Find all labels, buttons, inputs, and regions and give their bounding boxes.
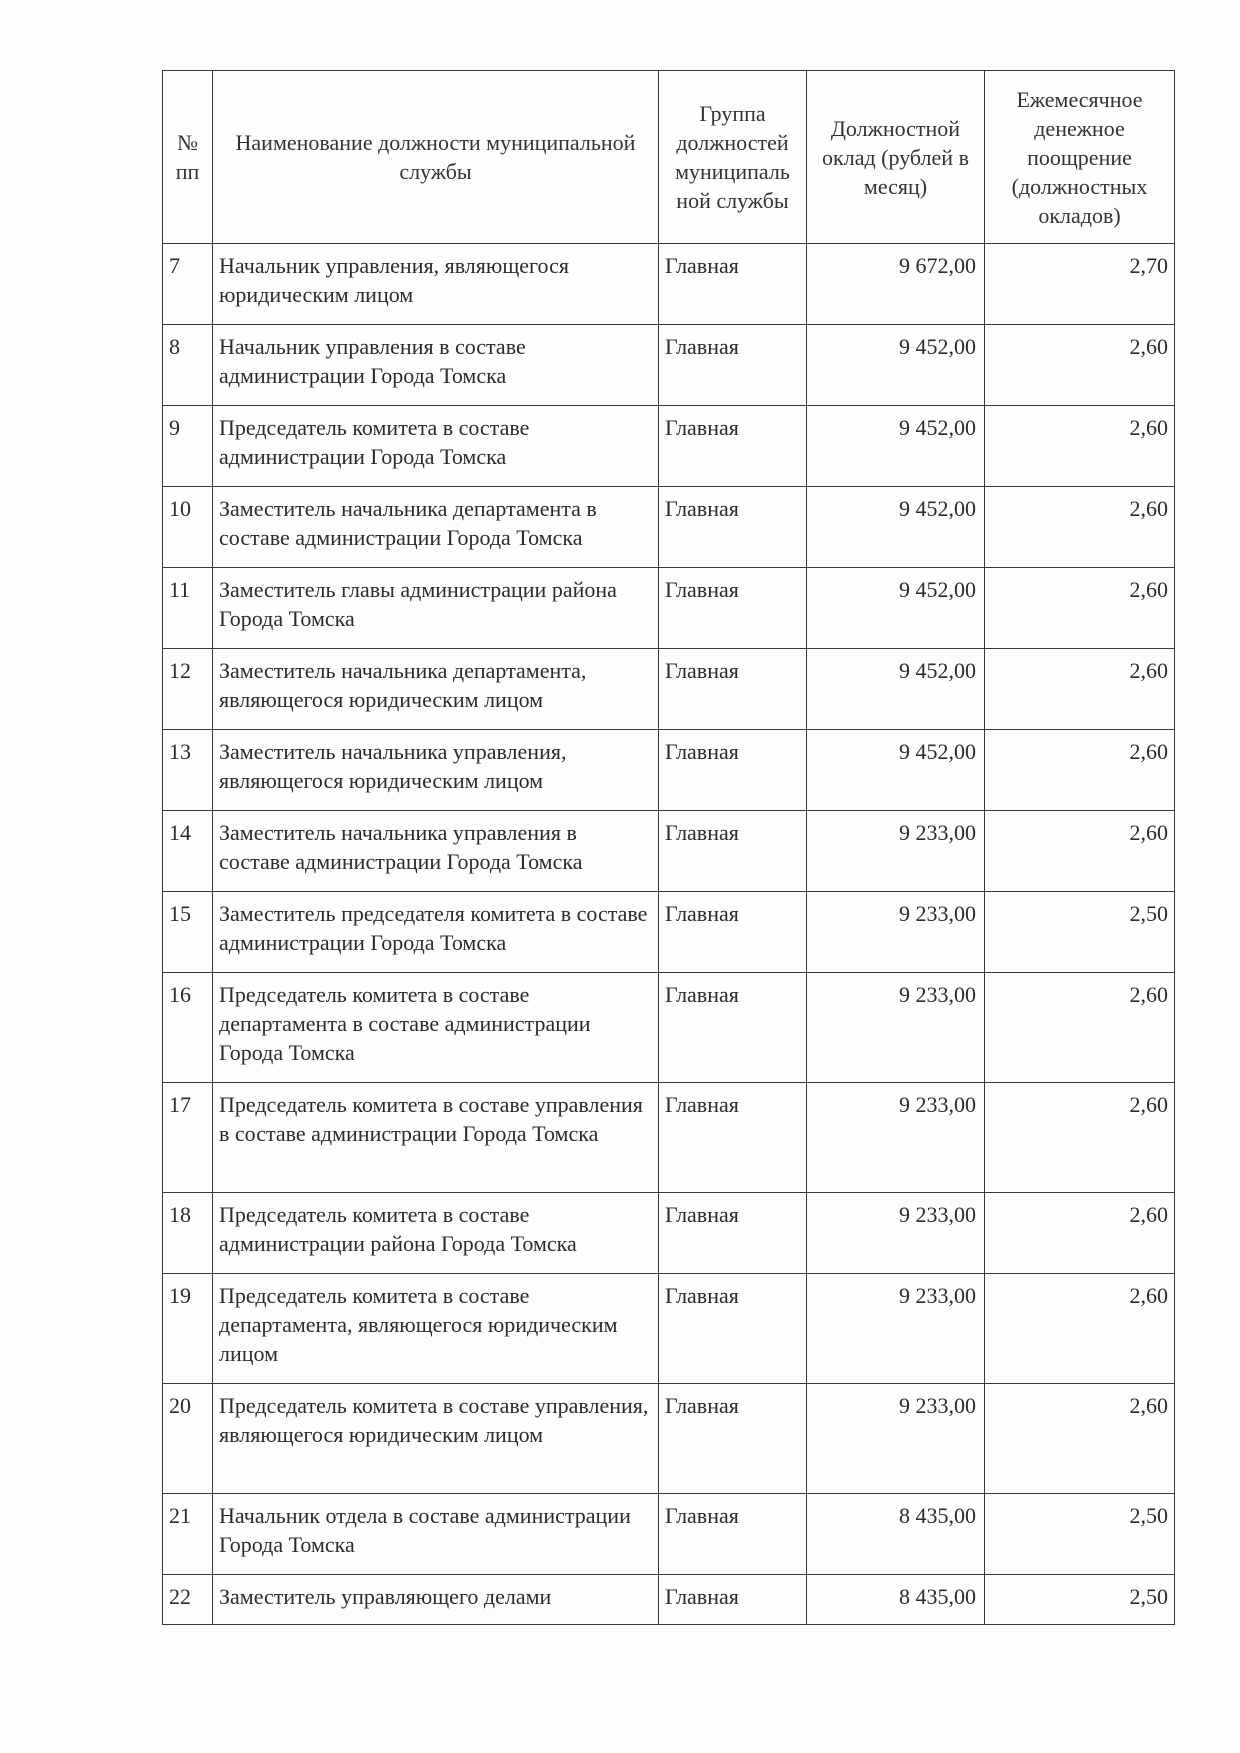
monthly-bonus: 2,60 (985, 973, 1175, 1083)
base-salary: 9 233,00 (807, 1274, 985, 1384)
row-number: 17 (163, 1083, 213, 1193)
row-number: 18 (163, 1193, 213, 1274)
table-row (163, 1193, 1175, 1274)
base-salary: 9 452,00 (807, 568, 985, 649)
monthly-bonus: 2,60 (985, 568, 1175, 649)
monthly-bonus: 2,60 (985, 1193, 1175, 1274)
position-group: Главная (659, 892, 807, 973)
table-row (163, 1494, 1175, 1575)
header-number: № пп (163, 71, 213, 244)
header-row (163, 71, 1175, 244)
position-name: Заместитель управляющего делами (213, 1575, 659, 1625)
position-name: Заместитель начальника департамента, являющегося юридическим лицом (213, 649, 659, 730)
monthly-bonus: 2,60 (985, 811, 1175, 892)
position-name: Председатель комитета в составе департамента, являющегося юридическим лицом (213, 1274, 659, 1384)
position-group: Главная (659, 244, 807, 325)
base-salary: 9 452,00 (807, 487, 985, 568)
table-row (163, 649, 1175, 730)
base-salary: 9 233,00 (807, 811, 985, 892)
row-number: 19 (163, 1274, 213, 1384)
base-salary: 9 233,00 (807, 1083, 985, 1193)
table-row (163, 811, 1175, 892)
monthly-bonus: 2,60 (985, 730, 1175, 811)
position-group: Главная (659, 1494, 807, 1575)
header-base-salary: Должностной оклад (рублей в месяц) (807, 71, 985, 244)
row-number: 12 (163, 649, 213, 730)
base-salary: 8 435,00 (807, 1494, 985, 1575)
base-salary: 8 435,00 (807, 1575, 985, 1625)
row-number: 22 (163, 1575, 213, 1625)
monthly-bonus: 2,60 (985, 325, 1175, 406)
monthly-bonus: 2,60 (985, 649, 1175, 730)
position-name: Заместитель начальника департамента в составе администрации Города Томска (213, 487, 659, 568)
position-group: Главная (659, 973, 807, 1083)
position-group: Главная (659, 1575, 807, 1625)
monthly-bonus: 2,50 (985, 1575, 1175, 1625)
header-position-group: Группа должностей муниципаль ной службы (659, 71, 807, 244)
base-salary: 9 233,00 (807, 892, 985, 973)
row-number: 15 (163, 892, 213, 973)
monthly-bonus: 2,60 (985, 1384, 1175, 1494)
monthly-bonus: 2,60 (985, 1274, 1175, 1384)
header-monthly-bonus: Ежемесячное денежное поощрение (должностных окладов) (985, 71, 1175, 244)
position-group: Главная (659, 1083, 807, 1193)
table-row (163, 244, 1175, 325)
table-row (163, 973, 1175, 1083)
header-position-name: Наименование должности муниципальной службы (213, 71, 659, 244)
base-salary: 9 452,00 (807, 406, 985, 487)
row-number: 7 (163, 244, 213, 325)
position-group: Главная (659, 1193, 807, 1274)
position-group: Главная (659, 406, 807, 487)
base-salary: 9 233,00 (807, 973, 985, 1083)
position-group: Главная (659, 1384, 807, 1494)
position-name: Заместитель начальника управления в составе администрации Города Томска (213, 811, 659, 892)
table-row (163, 1274, 1175, 1384)
monthly-bonus: 2,50 (985, 1494, 1175, 1575)
row-number: 16 (163, 973, 213, 1083)
position-group: Главная (659, 811, 807, 892)
position-group: Главная (659, 1274, 807, 1384)
row-number: 21 (163, 1494, 213, 1575)
table-row (163, 730, 1175, 811)
table-header (163, 71, 1175, 244)
row-number: 8 (163, 325, 213, 406)
position-group: Главная (659, 649, 807, 730)
row-number: 20 (163, 1384, 213, 1494)
monthly-bonus: 2,50 (985, 892, 1175, 973)
row-number: 9 (163, 406, 213, 487)
table-row (163, 1384, 1175, 1494)
position-name: Заместитель начальника управления, являющегося юридическим лицом (213, 730, 659, 811)
base-salary: 9 452,00 (807, 649, 985, 730)
row-number: 11 (163, 568, 213, 649)
salary-table (162, 70, 1175, 1625)
base-salary: 9 233,00 (807, 1193, 985, 1274)
position-name: Председатель комитета в составе администрации района Города Томска (213, 1193, 659, 1274)
position-group: Главная (659, 325, 807, 406)
row-number: 14 (163, 811, 213, 892)
table-row (163, 487, 1175, 568)
table-row (163, 1083, 1175, 1193)
table-row (163, 568, 1175, 649)
base-salary: 9 452,00 (807, 325, 985, 406)
position-name: Председатель комитета в составе администрации Города Томска (213, 406, 659, 487)
position-name: Заместитель председателя комитета в составе администрации Города Томска (213, 892, 659, 973)
position-name: Начальник управления в составе администрации Города Томска (213, 325, 659, 406)
base-salary: 9 452,00 (807, 730, 985, 811)
monthly-bonus: 2,60 (985, 406, 1175, 487)
position-name: Председатель комитета в составе департамента в составе администрации Города Томска (213, 973, 659, 1083)
position-name: Начальник отдела в составе администрации Города Томска (213, 1494, 659, 1575)
table-body (163, 244, 1175, 1625)
monthly-bonus: 2,60 (985, 487, 1175, 568)
position-name: Председатель комитета в составе управления, являющегося юридическим лицом (213, 1384, 659, 1494)
monthly-bonus: 2,60 (985, 1083, 1175, 1193)
position-name: Председатель комитета в составе управления в составе администрации Города Томска (213, 1083, 659, 1193)
row-number: 10 (163, 487, 213, 568)
position-group: Главная (659, 568, 807, 649)
position-group: Главная (659, 487, 807, 568)
base-salary: 9 672,00 (807, 244, 985, 325)
table-row (163, 892, 1175, 973)
base-salary: 9 233,00 (807, 1384, 985, 1494)
position-name: Начальник управления, являющегося юридическим лицом (213, 244, 659, 325)
position-group: Главная (659, 730, 807, 811)
table-row (163, 325, 1175, 406)
row-number: 13 (163, 730, 213, 811)
position-name: Заместитель главы администрации района Города Томска (213, 568, 659, 649)
monthly-bonus: 2,70 (985, 244, 1175, 325)
table-row (163, 406, 1175, 487)
table-row (163, 1575, 1175, 1625)
